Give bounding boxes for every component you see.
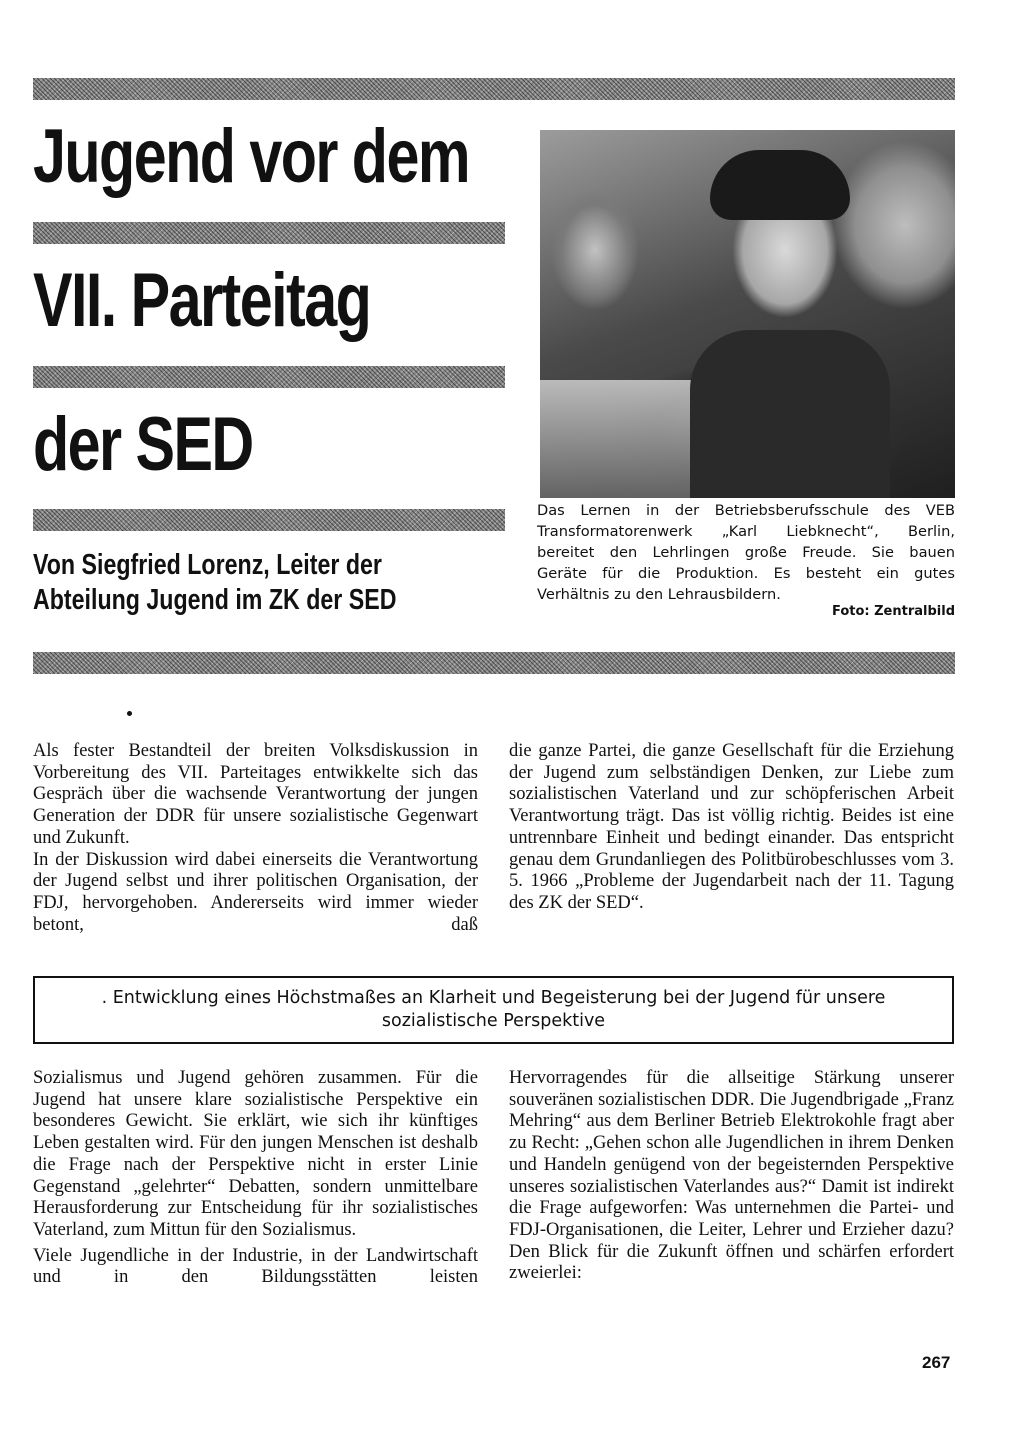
section1-left-column [33, 741, 478, 936]
byline [33, 548, 396, 618]
headline-line-2: VII. Parteitag [33, 258, 371, 343]
paragraph: Viele Jugendliche in der Industrie, in der Landwirtschaft und in den Bildungsstätten leisten [33, 1245, 478, 1288]
highlight-box [33, 976, 954, 1044]
paragraph: Hervorragendes für die allseitige Stärkung unserer souveränen sozialistischen DDR. Die Jugendbrigade „Franz Mehring“ aus dem Berliner Betrieb Elektrokohle fragt aber zu Recht: „Gehen schon alle Jugendlichen in ihrem Denken und Handeln genügend von der begeisternden Perspektive unseres sozialistischen Vaterlandes aus?“ Damit ist indirekt die Frage aufgeworfen: Was unternehmen die Partei- und FDJ-Organisationen, die Leiter, Lehrer und Erzieher dazu? Den Blick für die Zukunft öffnen und schärfen erfordert zweierlei: [509, 1068, 954, 1284]
decorative-band-2 [33, 222, 505, 244]
decorative-band-4 [33, 509, 505, 531]
photo-credit: Foto: Zentralbild [831, 604, 955, 619]
photo-caption [537, 500, 955, 605]
caption-line: Verhältnis zu den Lehrausbildern. [537, 586, 781, 603]
highlight-line-1: . Entwicklung eines Höchstmaßes an Klarheit und Begeisterung bei der Jugend für unsere [101, 988, 886, 1008]
photo-apprentices [540, 130, 955, 498]
decorative-band-top [33, 78, 955, 100]
caption-line: Das Lernen in der Betriebsberufsschule des VEB [537, 502, 955, 519]
caption-line: Transformatorenwerk „Karl Liebknecht“, Berlin, [537, 523, 955, 540]
caption-line: bereitet den Lehrlingen große Freude. Sie bauen [537, 544, 955, 561]
paragraph: die ganze Partei, die ganze Gesellschaft für die Erziehung der Jugend zum selbständigen Denken, zur Liebe zum sozialistischen Vaterland und zur schöpferischen Arbeit Verantwortung trägt. Das ist völlig richtig. Beides ist eine untrennbare Einheit und bedingt einander. Das entspricht genau dem Grundanliegen des Politbürobeschlusses vom 3. 5. 1966 „Probleme der Jugendarbeit nach der 11. Tagung des ZK der SED“. [509, 741, 954, 913]
byline-line-2: Abteilung Jugend im ZK der SED [33, 584, 397, 616]
caption-line: Geräte für die Produktion. Es besteht ein gutes [537, 565, 955, 582]
photo-head-shape [710, 150, 850, 220]
section1-right-column [509, 741, 954, 915]
paragraph: Als fester Bestandteil der breiten Volksdiskussion in Vorbereitung des VII. Parteitages entwikkelte sich das Gespräch über die wachsende Verantwortung der jungen Generation der DDR für unsere sozialistische Gegenwart und Zukunft. [33, 741, 478, 848]
decorative-band-5 [33, 652, 955, 674]
headline-line-3: der SED [33, 402, 253, 487]
bullet-dot [127, 711, 132, 716]
section2-left-column [33, 1068, 478, 1289]
byline-line-1: Von Siegfried Lorenz, Leiter der [33, 549, 382, 581]
headline-line-1: Jugend vor dem [33, 114, 470, 199]
photo-figure-shape [690, 330, 890, 498]
highlight-line-2: sozialistische Perspektive [381, 1011, 606, 1031]
paragraph: Sozialismus und Jugend gehören zusammen. Für die Jugend hat unsere klare sozialistische Perspektive ein besonderes Gewicht. Sie erklärt, wie sich ihr künftiges Leben gestalten wird. Für den jungen Menschen ist deshalb die Frage nach der Perspektive nicht in erster Linie Gegenstand „gelehrter“ Debatten, sondern unmittelbare Herausforderung zur Entscheidung für ihr sozialistisches Vaterland, zum Mittun für den Sozialismus. [33, 1068, 478, 1240]
decorative-band-3 [33, 366, 505, 388]
paragraph: In der Diskussion wird dabei einerseits die Verantwortung der Jugend selbst und ihrer politischen Organisation, der FDJ, hervorgehoben. Andererseits wird immer wieder betont, daß [33, 849, 478, 935]
page-number: 267 [922, 1353, 951, 1372]
section2-right-column [509, 1068, 954, 1285]
